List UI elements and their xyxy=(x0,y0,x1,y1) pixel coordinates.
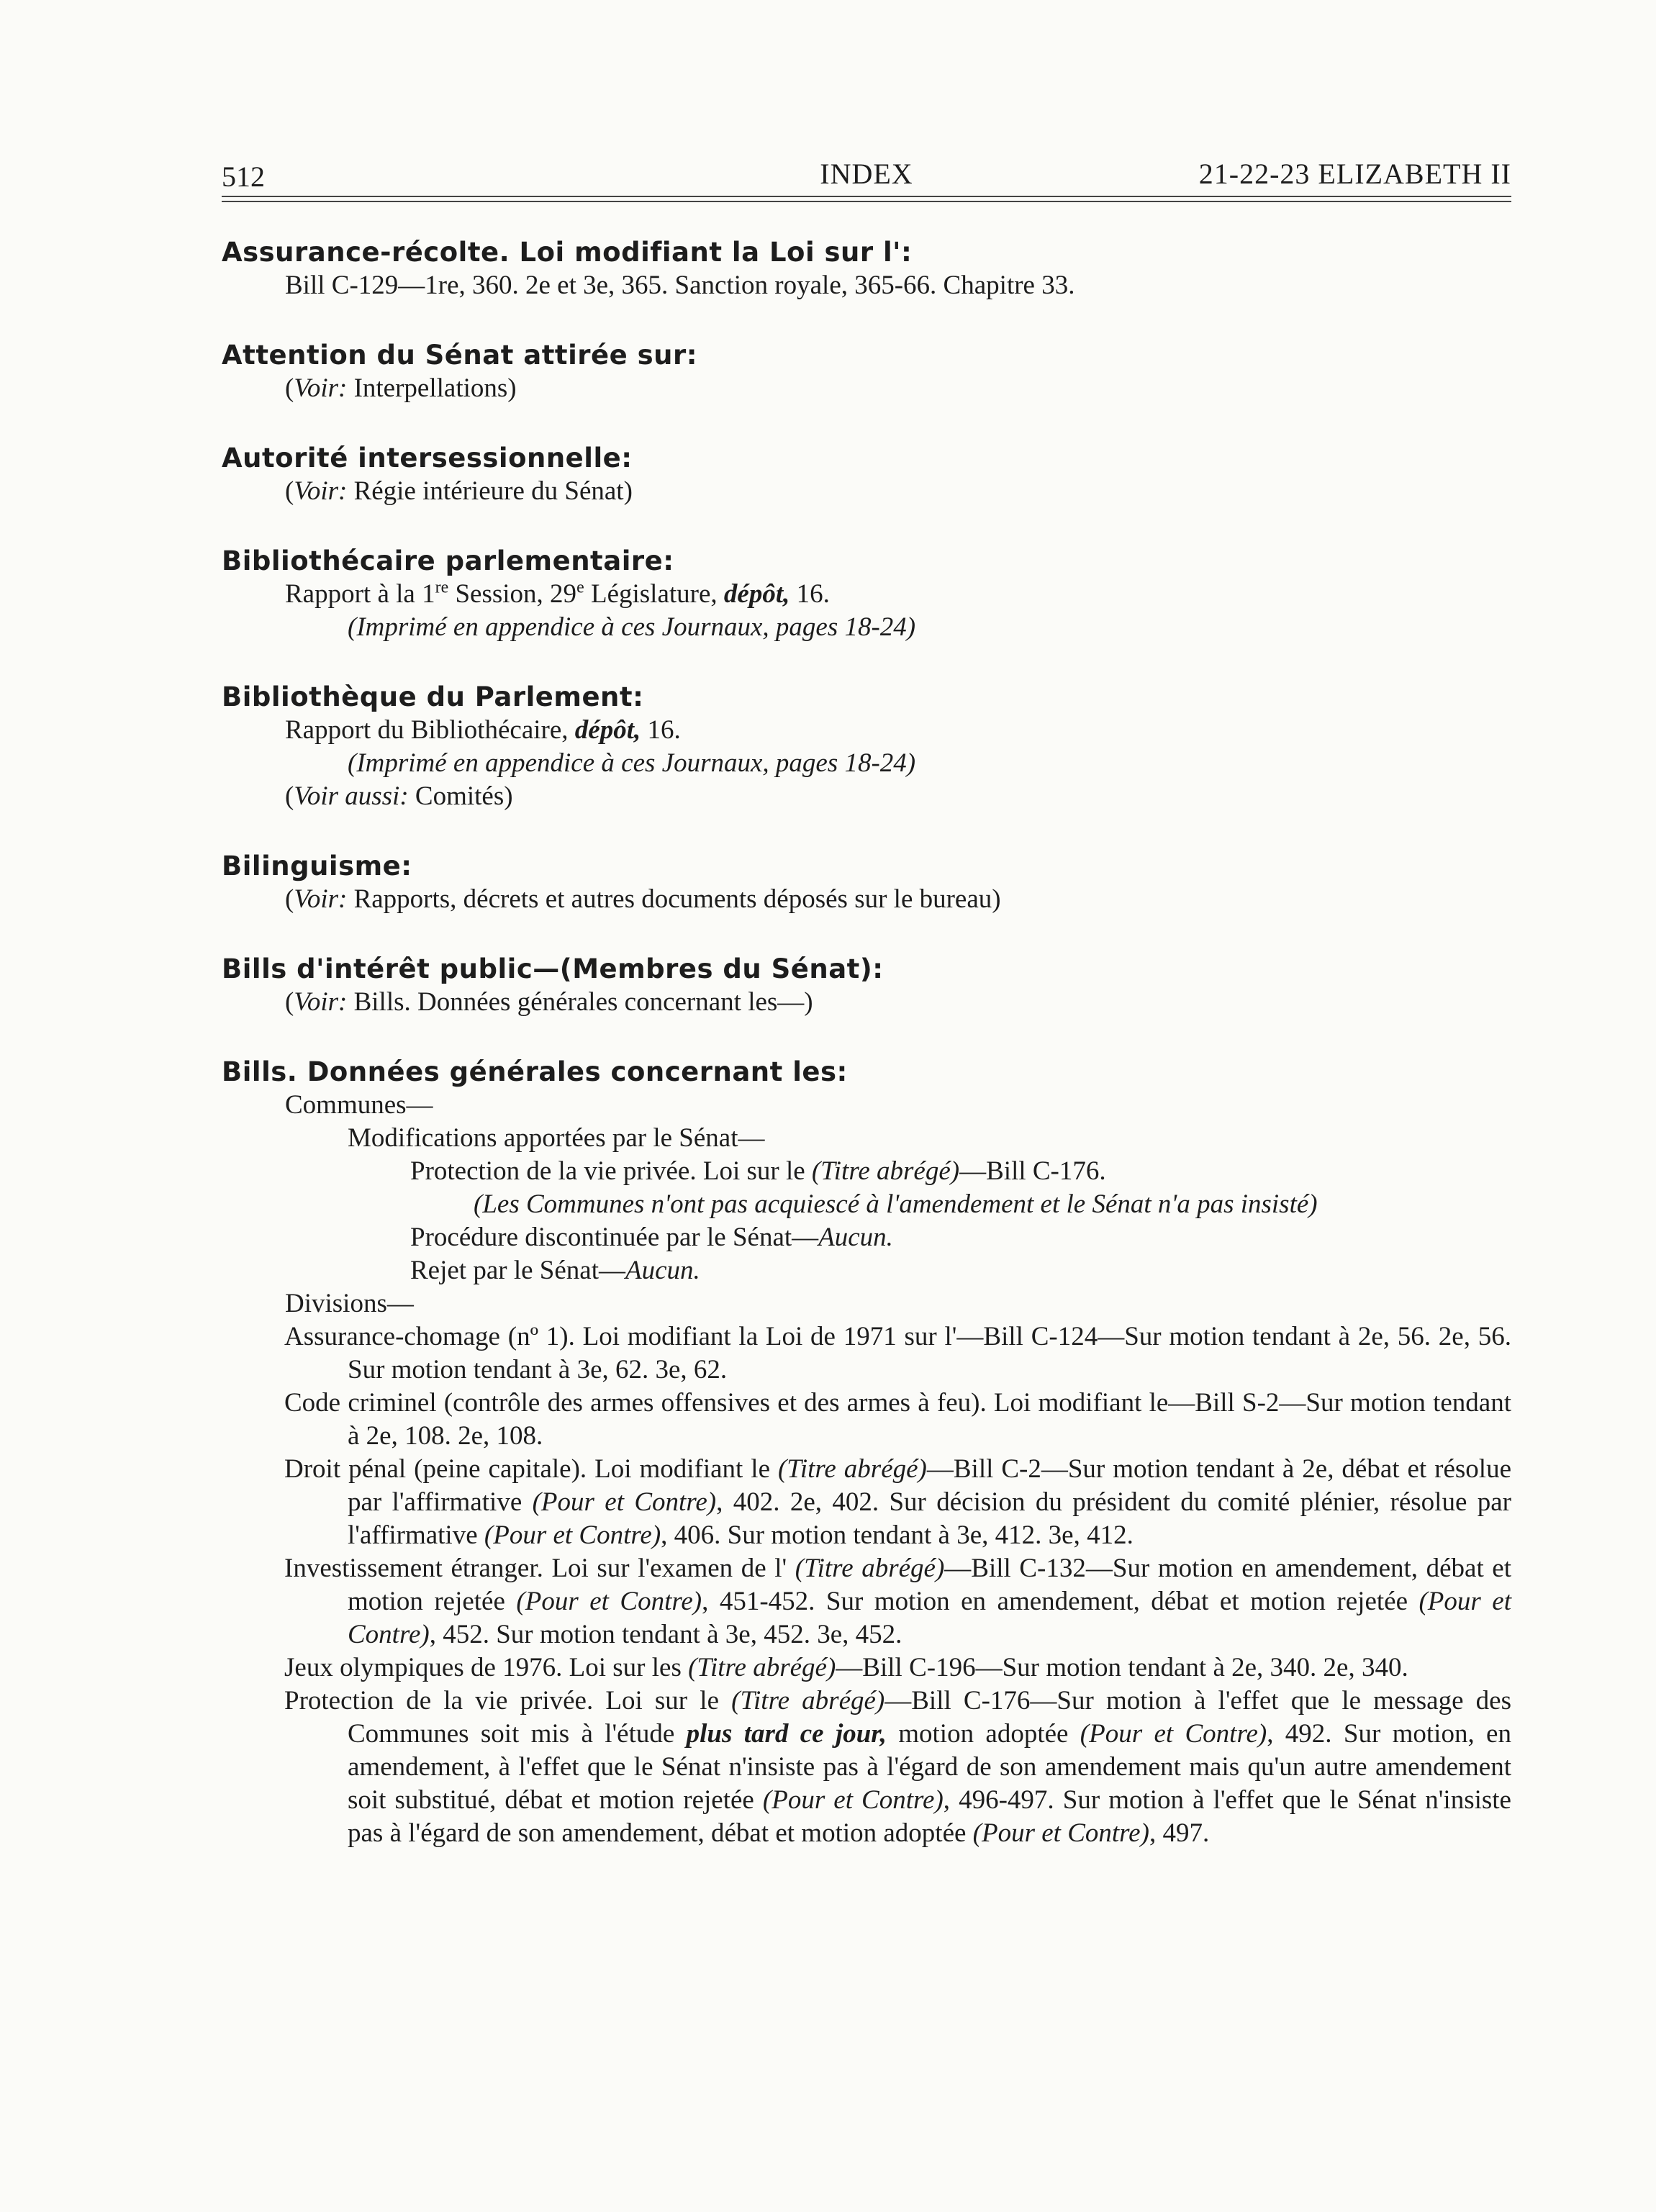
text-run: Session, 29 xyxy=(448,579,577,609)
entry-heading: Autorité intersessionnelle: xyxy=(222,443,633,473)
reign-label: 21-22-23 ELIZABETH II xyxy=(1198,158,1511,190)
header-rule-top xyxy=(222,196,1511,197)
index-entry xyxy=(222,680,1511,813)
titre-abrege: (Titre abrégé) xyxy=(777,1454,927,1484)
division-entry xyxy=(222,1552,1511,1651)
division-entry xyxy=(222,1685,1511,1850)
superscript: re xyxy=(435,578,449,597)
text-run: Protection de la vie privée. Loi sur le xyxy=(410,1156,812,1186)
subheading-modifications: Modifications apportées par le Sénat— xyxy=(348,1123,765,1153)
text-run: Droit pénal (peine capitale). Loi modifiant le xyxy=(284,1454,778,1484)
index-content xyxy=(222,235,1511,1850)
page-title: INDEX xyxy=(820,158,913,190)
entry-heading: Bilinguisme: xyxy=(222,851,412,881)
printed-text: (Imprimé en appendice à ces Journaux, pages 18-24) xyxy=(348,748,916,778)
text-run: —Bill C-176. xyxy=(959,1156,1106,1186)
header-rule-bottom xyxy=(222,201,1511,202)
entry-heading: Bibliothécaire parlementaire: xyxy=(222,545,674,576)
index-entry xyxy=(222,849,1511,916)
pour-contre: (Pour et Contre) xyxy=(1080,1719,1267,1749)
text-run: —Bill C-2—Sur motion tendant à 2e, débat et résolue par l'affirmative xyxy=(348,1454,1512,1517)
see-reference: (Voir: Interpellations) xyxy=(285,373,517,403)
aucun-label: Aucun. xyxy=(818,1223,893,1252)
text-run: motion adoptée xyxy=(886,1719,1080,1749)
entry-line xyxy=(222,714,1511,747)
printed-note xyxy=(222,611,1511,644)
text-run: Investissement étranger. Loi sur l'examen de l' xyxy=(284,1554,795,1583)
index-entry xyxy=(222,544,1511,644)
subheading-communes: Communes— xyxy=(285,1090,433,1120)
text-run: , 452. Sur motion tendant à 3e, 452. 3e, 452. xyxy=(429,1620,902,1649)
text-run: Rapport à la 1 xyxy=(285,579,435,609)
division-entry: Code criminel (contrôle des armes offensives et des armes à feu). Loi modifiant le—Bill S-2—Sur motion tendant à 2e, 108. 2e, 108. xyxy=(284,1388,1511,1451)
printed-note xyxy=(222,747,1511,780)
division-entry: Assurance-chomage (nº 1). Loi modifiant la Loi de 1971 sur l'—Bill C-124—Sur motion tendant à 2e, 56. 2e, 56. Sur motion tendant à 3e, 62. 3e, 62. xyxy=(284,1322,1511,1384)
pour-contre: (Pour et Contre) xyxy=(348,1587,1511,1649)
index-entry xyxy=(222,952,1511,1019)
see-reference: (Voir aussi: Comités) xyxy=(285,781,513,811)
running-header xyxy=(222,153,1511,196)
titre-abrege: (Titre abrégé) xyxy=(688,1653,836,1682)
sub-note xyxy=(222,1188,1511,1221)
subheading-divisions: Divisions— xyxy=(285,1289,414,1318)
text-run: , 406. Sur motion tendant à 3e, 412. 3e, 412. xyxy=(661,1520,1134,1550)
reference-text: Rapports, décrets et autres documents déposés sur le bureau) xyxy=(353,884,1001,914)
sub-entry xyxy=(222,1155,1511,1188)
voir-label: Voir: xyxy=(294,884,348,914)
text-run: Procédure discontinuée par le Sénat— xyxy=(410,1223,819,1252)
entry-line xyxy=(222,578,1511,611)
index-page xyxy=(222,153,1511,1886)
text-run: Rapport du Bibliothécaire, xyxy=(285,715,575,745)
text-run: 16. xyxy=(641,715,681,745)
titre-abrege: (Titre abrégé) xyxy=(795,1554,945,1583)
entry-heading: Attention du Sénat attirée sur: xyxy=(222,340,698,371)
titre-abrege: (Titre abrégé) xyxy=(731,1686,885,1715)
division-entry xyxy=(222,1651,1511,1685)
voir-label: Voir: xyxy=(294,373,348,403)
text-run: , 402. 2e, 402. Sur décision du président du comité plénier, résolue par l'affirmative xyxy=(348,1487,1511,1550)
sub-entry xyxy=(222,1221,1511,1254)
text-run: , 492. Sur motion, en amendement, à l'effet que le Sénat n'insiste pas à l'égard de son amendement mais qu'un autre amendement soit substitué, débat et motion rejetée xyxy=(348,1719,1511,1815)
text-run: Jeux olympiques de 1976. Loi sur les xyxy=(284,1653,689,1682)
note-text: (Les Communes n'ont pas acquiescé à l'amendement et le Sénat n'a pas insisté) xyxy=(474,1189,1318,1219)
sub-entry xyxy=(222,1254,1511,1287)
page-number: 512 xyxy=(222,160,265,193)
depot-label: dépôt, xyxy=(723,579,790,609)
superscript: e xyxy=(576,578,584,597)
text-run: Protection de la vie privée. Loi sur le xyxy=(284,1686,732,1715)
entry-heading: Assurance-récolte. Loi modifiant la Loi sur l': xyxy=(222,237,913,268)
division-entry xyxy=(222,1453,1511,1552)
aucun-label: Aucun. xyxy=(625,1256,700,1285)
titre-abrege: (Titre abrégé) xyxy=(811,1156,960,1186)
entry-heading: Bibliothèque du Parlement: xyxy=(222,681,644,712)
index-entry xyxy=(222,441,1511,508)
index-entry xyxy=(222,1055,1511,1850)
see-reference: (Voir: Régie intérieure du Sénat) xyxy=(285,476,633,506)
pour-contre: (Pour et Contre) xyxy=(762,1785,944,1815)
pour-contre: (Pour et Contre) xyxy=(972,1818,1149,1848)
entry-line: Bill C-129—1re, 360. 2e et 3e, 365. Sanction royale, 365-66. Chapitre 33. xyxy=(285,271,1075,300)
depot-label: dépôt, xyxy=(574,715,641,745)
reference-text: Comités) xyxy=(415,781,513,811)
voir-label: Voir: xyxy=(294,987,348,1017)
text-run: Rejet par le Sénat— xyxy=(410,1256,625,1285)
reference-text: Interpellations) xyxy=(353,373,517,403)
voir-label: Voir: xyxy=(294,476,348,506)
pour-contre: (Pour et Contre) xyxy=(532,1487,717,1517)
pour-contre: (Pour et Contre) xyxy=(484,1520,661,1550)
text-run: Législature, xyxy=(584,579,724,609)
plus-tard-label: plus tard ce jour, xyxy=(686,1719,887,1749)
text-run: 16. xyxy=(789,579,830,609)
printed-text: (Imprimé en appendice à ces Journaux, pages 18-24) xyxy=(348,612,916,642)
text-run: , 451-452. Sur motion en amendement, débat et motion rejetée xyxy=(702,1587,1419,1616)
text-run: —Bill C-176—Sur motion à l'effet que le message des Communes soit mis à l'étude xyxy=(348,1686,1511,1749)
text-run: , 496-497. Sur motion à l'effet que le Sénat n'insiste pas à l'égard de son amendement, débat et motion adoptée xyxy=(348,1785,1511,1848)
reference-text: Régie intérieure du Sénat) xyxy=(353,476,633,506)
index-entry xyxy=(222,235,1511,302)
see-reference: (Voir: Rapports, décrets et autres documents déposés sur le bureau) xyxy=(285,884,1001,914)
entry-heading: Bills. Données générales concernant les: xyxy=(222,1056,848,1087)
index-entry xyxy=(222,338,1511,405)
voir-label: Voir aussi: xyxy=(294,781,409,811)
reference-text: Bills. Données générales concernant les—) xyxy=(353,987,813,1017)
pour-contre: (Pour et Contre) xyxy=(516,1587,702,1616)
text-run: —Bill C-132—Sur motion en amendement, débat et motion rejetée xyxy=(348,1554,1511,1616)
text-run: , 497. xyxy=(1149,1818,1210,1848)
entry-heading: Bills d'intérêt public—(Membres du Sénat): xyxy=(222,953,884,984)
text-run: —Bill C-196—Sur motion tendant à 2e, 340. 2e, 340. xyxy=(836,1653,1408,1682)
see-reference: (Voir: Bills. Données générales concernant les—) xyxy=(285,987,813,1017)
